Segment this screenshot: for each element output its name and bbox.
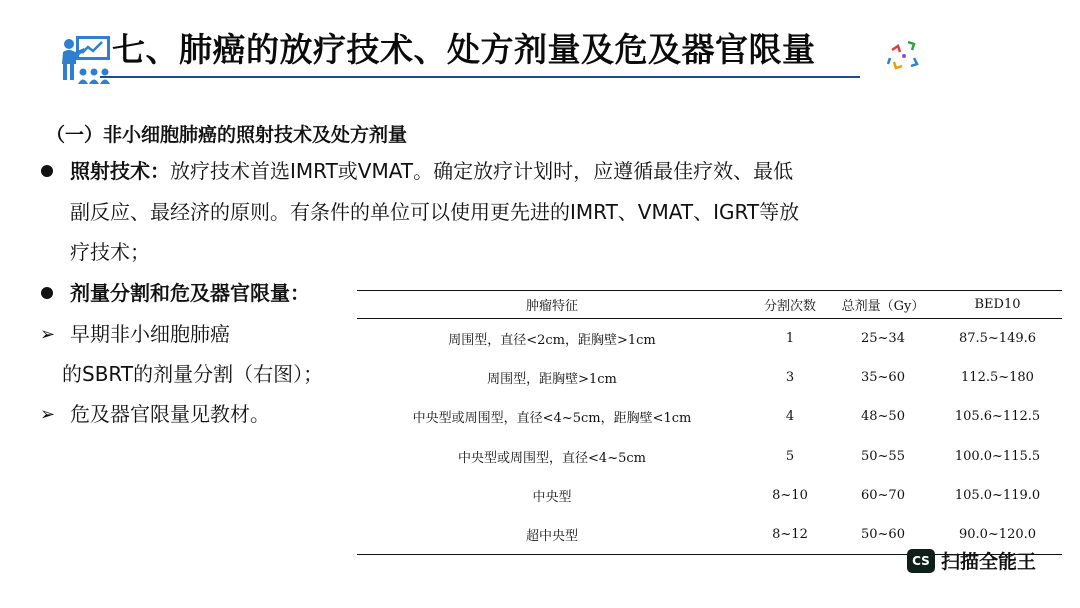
column-header: 总剂量（Gy） [833, 291, 933, 319]
table-cell: 周围型，直径<2cm，距胸壁>1cm [448, 332, 656, 348]
table-cell: 8~12 [747, 515, 833, 554]
table-row [357, 476, 1062, 515]
table-row [357, 358, 1062, 397]
table-cell: 中央型 [532, 489, 572, 505]
sub-bullet-text: 早期非小细胞肺癌 [70, 322, 230, 346]
bullet-dot-icon [41, 165, 53, 177]
table-cell: 87.5~149.6 [958, 330, 1037, 346]
sbrt-dose-table [357, 290, 1062, 555]
arrow-bullet-icon: ➢ [40, 404, 56, 425]
watermark-text: 扫描全能王 [941, 551, 1037, 573]
table-row [357, 397, 1062, 436]
column-header: BED10 [933, 291, 1062, 319]
bullet-dot-icon [41, 287, 53, 299]
table-cell: 35~60 [861, 369, 905, 385]
bullet-text-line: 副反应、最经济的原则。有条件的单位可以使用更先进的IMRT、VMAT、IGRT等放 [70, 200, 800, 224]
bullet-label: 照射技术： [70, 159, 170, 183]
bullet-text: 放疗技术首选IMRT或VMAT。确定放疗计划时，应遵循最佳疗效、最低 [170, 159, 794, 183]
section-heading: （一）非小细胞肺癌的照射技术及处方剂量 [46, 124, 408, 146]
bullet-text-line: 疗技术； [70, 240, 150, 264]
arrow-bullet-icon: ➢ [40, 324, 56, 345]
table-cell: 中央型或周围型，直径<4~5cm [458, 450, 646, 466]
title-divider [100, 76, 860, 78]
table-cell: 25~34 [861, 330, 905, 346]
table-cell: 1 [785, 330, 795, 346]
bullet-irradiation-technique [70, 161, 793, 181]
table-cell: 60~70 [861, 487, 905, 503]
table-cell: 105.0~119.0 [954, 487, 1041, 503]
table-cell: 中央型或周围型，直径<4~5cm，距胸壁<1cm [412, 411, 692, 427]
table-cell: 50~55 [861, 448, 905, 464]
table-cell: 4 [785, 409, 795, 425]
table-header-row [357, 291, 1062, 319]
camscanner-logo-icon: CS [907, 549, 935, 573]
table-cell: 105.6~112.5 [954, 409, 1041, 425]
column-header: 分割次数 [747, 291, 833, 319]
table-cell: 周围型，距胸壁>1cm [487, 371, 617, 387]
page-title: 七、肺癌的放疗技术、处方剂量及危及器官限量 [112, 30, 816, 69]
table-cell: 5 [785, 448, 795, 464]
table-cell: 50~60 [833, 515, 933, 554]
table-cell: 8~10 [772, 487, 808, 503]
table-cell: 48~50 [861, 409, 905, 425]
column-header: 肿瘤特征 [357, 291, 747, 319]
table-cell: 3 [785, 369, 795, 385]
camscanner-watermark [907, 547, 1036, 574]
presentation-teacher-icon [60, 34, 114, 86]
sub-bullet-text: 的SBRT的剂量分割（右图）； [62, 362, 324, 386]
table-cell: 90.0~120.0 [933, 515, 1062, 554]
sub-bullet-text: 危及器官限量见教材。 [70, 402, 270, 426]
table-row [357, 319, 1062, 358]
table-row [357, 436, 1062, 475]
table-cell: 超中央型 [357, 515, 747, 554]
table-cell: 100.0~115.5 [954, 448, 1041, 464]
bullet-dose-fractionation-label: 剂量分割和危及器官限量： [70, 281, 310, 305]
decorative-star-logo-icon [884, 36, 924, 76]
table-cell: 112.5~180 [961, 369, 1034, 385]
